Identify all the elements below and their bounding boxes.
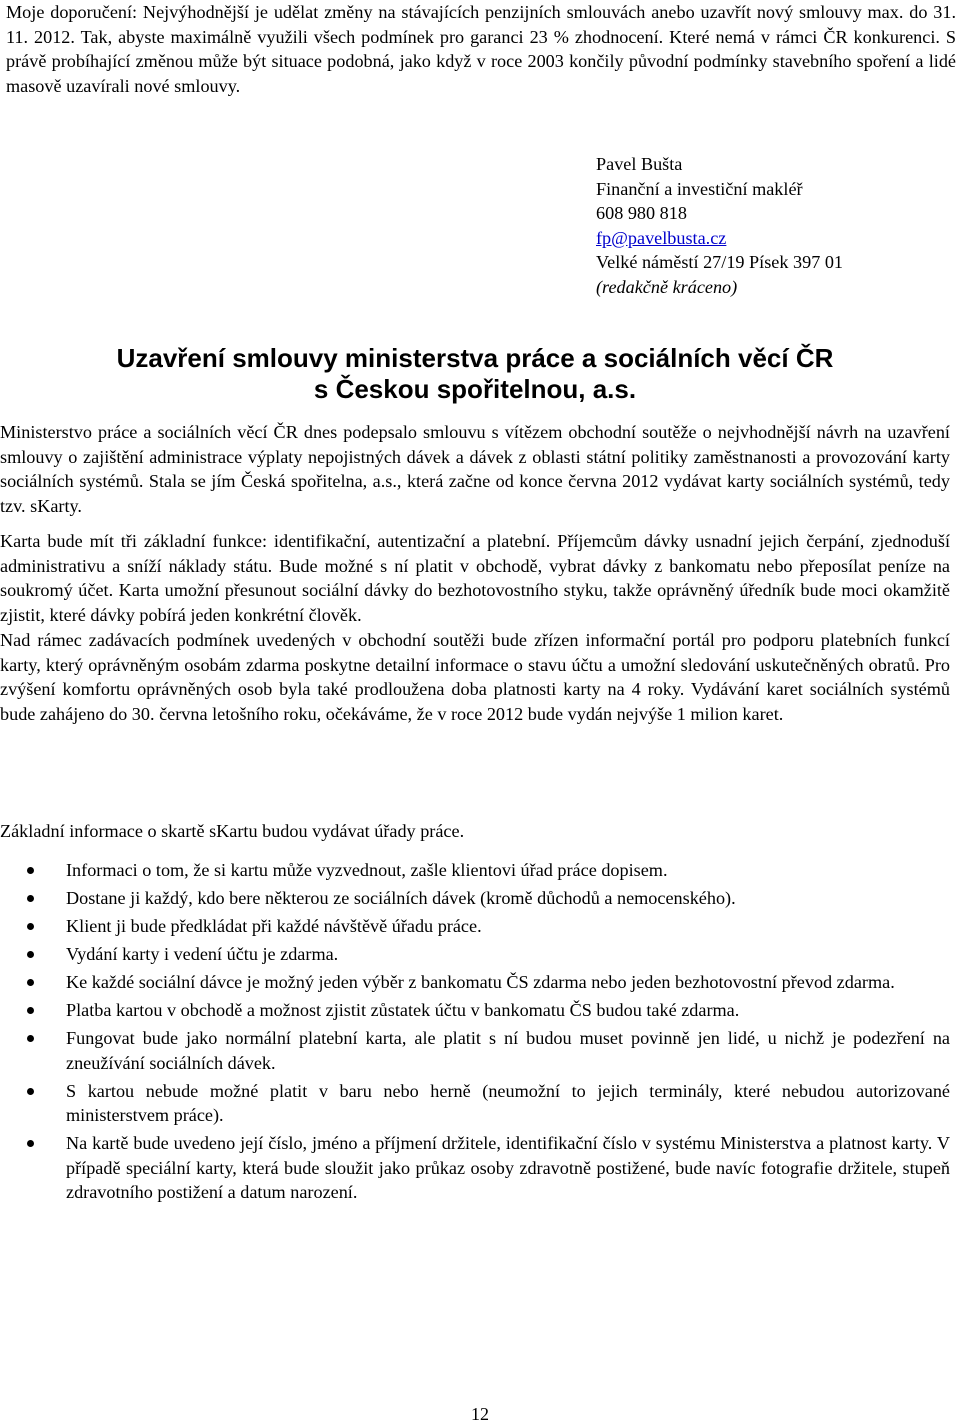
list-item: Dostane ji každý, kdo bere některou ze sociálních dávek (kromě důchodů a nemocenského). xyxy=(0,886,950,911)
bullet-icon xyxy=(27,1007,34,1014)
article-paragraph-2: Karta bude mít tři základní funkce: identifikační, autentizační a platební. Příjemcům dávky usnadní jejich čerpání, zjednoduší administrativu a sníží náklady státu. Bude možné s ní platit v obchodě, vybrat dávky z bankomatu nebo přeposílat peníze na soukromý účet. Karta umožní přesunout sociální dávky do bezhotovostního styku, takže oprávněný úředník bude moci okamžitě zjistit, které dávky pobírá jeden konkrétní člověk. xyxy=(0,531,950,625)
list-item: Klient ji bude předkládat při každé návštěvě úřadu práce. xyxy=(0,914,950,939)
signature-address: Velké náměstí 27/19 Písek 397 01 xyxy=(596,252,844,272)
document-page xyxy=(6,0,956,98)
bullet-icon xyxy=(27,1088,34,1095)
article-paragraph-1: Ministerstvo práce a sociálních věcí ČR dnes podepsalo smlouvu s vítězem obchodní soutěže o nejvhodnější návrh na uzavření smlouvy o zajištění administrace výplaty nepojistných dávek a dávek z oblasti státní politiky zaměstnanosti a provozování karty sociálních systémů. Stala se jím Česká spořitelna, a.s., která začne od konce června 2012 vydávat karty sociálních systémů, tedy tzv. sKarty. xyxy=(0,422,950,516)
signature-name: Pavel Bušta xyxy=(596,154,683,174)
list-item: Informaci o tom, že si kartu může vyzvednout, zašle klientovi úřad práce dopisem. xyxy=(0,858,950,883)
page-number: 12 xyxy=(471,1404,489,1424)
article-body xyxy=(0,420,950,726)
article-title xyxy=(0,343,950,405)
bullet-icon xyxy=(27,951,34,958)
signature-role: Finanční a investiční makléř xyxy=(596,178,803,199)
bullet-icon xyxy=(27,895,34,902)
intro-paragraph: Moje doporučení: Nejvýhodnější je udělat změny na stávajících penzijních smlouvách anebo uzavřít nový smlouvy max. do 31. 11. 2012. Tak, abyste maximálně využili všech podmínek pro garanci 23 % zhodnocení. Které nemá v rámci ČR konkurenci. S právě probíhající změnou může být situace podobná, jako když v roce 2003 končily původní podmínky stavebního spoření a lidé masově uzavírali nové smlouvy. xyxy=(6,2,956,96)
signature-block xyxy=(596,152,843,299)
signature-email-link[interactable]: fp@pavelbusta.cz xyxy=(596,227,727,248)
list-item: Vydání karty i vedení účtu je zdarma. xyxy=(0,942,950,967)
list-item: Platba kartou v obchodě a možnost zjistit zůstatek účtu v bankomatu ČS budou také zdarma. xyxy=(0,998,950,1023)
list-item: Fungovat bude jako normální platební karta, ale platit s ní budou muset povinně jen lidé, u nichž je podezření na zneužívání sociálních dávek. xyxy=(0,1026,950,1075)
article-paragraph-3: Nad rámec zadávacích podmínek uvedených v obchodní soutěži bude zřízen informační portál pro podporu platebních funkcí karty, který oprávněným osobám zdarma poskytne detailní informace o stavu účtu a umožní sledování uskutečněných obratů. Pro zvýšení komfortu oprávněných osob byla také prodloužena doba platnosti karty na 4 roky. Vydávání karet sociálních systémů bude zahájeno do 30. června letošního roku, očekáváme, že v roce 2012 bude vydán nejvýše 1 milion karet. xyxy=(0,630,950,724)
bullet-icon xyxy=(27,923,34,930)
list-item: Ke každé sociální dávce je možný jeden výběr z bankomatu ČS zdarma nebo jeden bezhotovostní převod zdarma. xyxy=(0,970,950,995)
bullet-icon xyxy=(27,1035,34,1042)
bullet-icon xyxy=(27,867,34,874)
skarta-bullet-list xyxy=(0,858,950,1208)
signature-phone: 608 980 818 xyxy=(596,203,687,223)
article-title-line-2: s Českou spořitelnou, a.s. xyxy=(313,374,637,404)
bullet-icon xyxy=(27,979,34,986)
bullet-icon xyxy=(27,1140,34,1147)
list-item: S kartou nebude možné platit v baru nebo herně (neumožní to jejich terminály, které nebudou autorizované ministerstvem práce). xyxy=(0,1079,950,1128)
signature-note: (redakčně kráceno) xyxy=(596,276,738,297)
skarta-lead: Základní informace o skartě sKartu budou vydávat úřady práce. xyxy=(0,821,465,841)
list-item: Na kartě bude uvedeno její číslo, jméno a příjmení držitele, identifikační číslo v systému Ministerstva a platnost karty. V případě speciální karty, která bude sloužit jako průkaz osoby zdravotně postižené, bude navíc fotografie držitele, stupeň zdravotního postižení a datum narození. xyxy=(0,1131,950,1205)
article-title-line-1: Uzavření smlouvy ministerstva práce a sociálních věcí ČR xyxy=(116,343,834,373)
